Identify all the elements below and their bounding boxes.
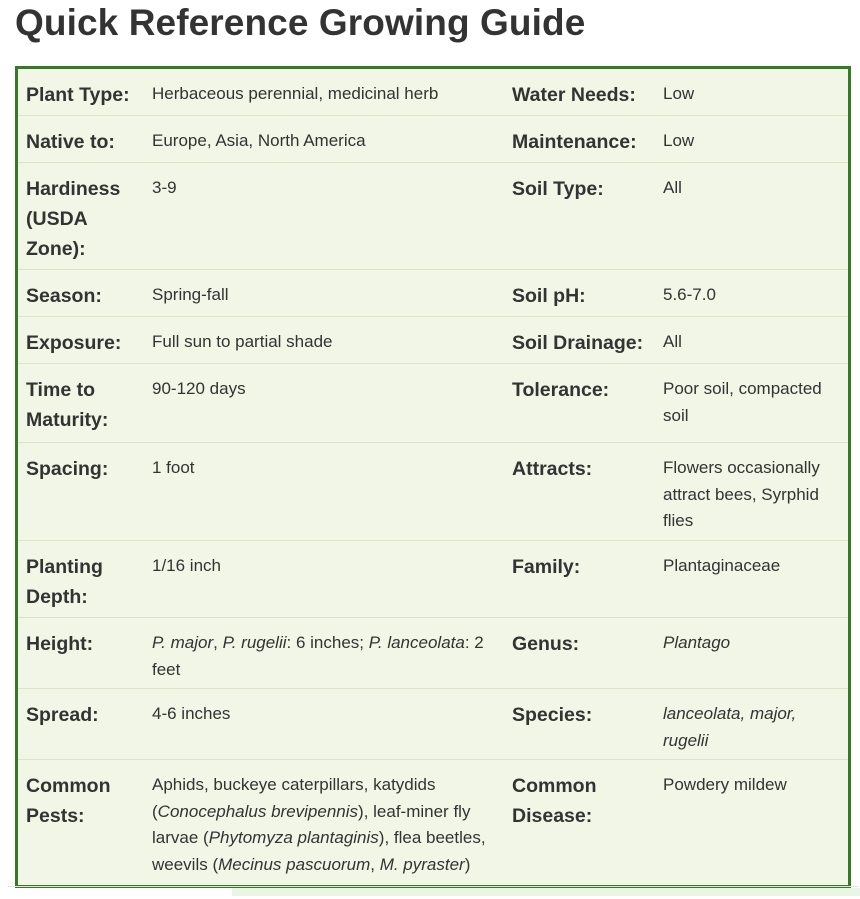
row-label: Attracts: bbox=[512, 458, 593, 480]
row-label: Soil Type: bbox=[512, 178, 604, 200]
genus-value: Plantago bbox=[663, 633, 731, 652]
growing-guide-table bbox=[15, 66, 851, 888]
table-row bbox=[18, 364, 848, 443]
row-value: Plantaginaceae bbox=[663, 556, 781, 575]
row-label: Height: bbox=[26, 633, 94, 655]
row-value: 90-120 days bbox=[152, 379, 246, 398]
row-value: 1 foot bbox=[152, 458, 195, 477]
row-value: All bbox=[663, 178, 682, 197]
table-row bbox=[18, 618, 848, 689]
row-label: Family: bbox=[512, 556, 581, 578]
row-label: Hardiness (USDA Zone): bbox=[26, 178, 121, 260]
row-value: Herbaceous perennial, medicinal herb bbox=[152, 84, 439, 103]
row-value: Spring-fall bbox=[152, 285, 229, 304]
row-label: Plant Type: bbox=[26, 84, 130, 106]
row-value: Powdery mildew bbox=[663, 775, 787, 794]
row-label: Soil pH: bbox=[512, 285, 586, 307]
row-value: Full sun to partial shade bbox=[152, 332, 333, 351]
table-row bbox=[18, 116, 848, 163]
table-row bbox=[18, 69, 848, 116]
row-value: Low bbox=[663, 84, 695, 103]
row-label: Time to Maturity: bbox=[26, 379, 109, 431]
row-label: Spread: bbox=[26, 704, 99, 726]
row-value: 1/16 inch bbox=[152, 556, 221, 575]
row-value: 5.6-7.0 bbox=[663, 285, 716, 304]
row-label: Genus: bbox=[512, 633, 580, 655]
row-value: Poor soil, compacted soil bbox=[663, 379, 822, 425]
row-value: All bbox=[663, 332, 682, 351]
row-label: Native to: bbox=[26, 131, 115, 153]
species-value: lanceolata, major, rugelii bbox=[663, 704, 797, 750]
row-label: Season: bbox=[26, 285, 102, 307]
table-row bbox=[18, 760, 848, 885]
row-label: Common Pests: bbox=[26, 775, 111, 827]
height-value: P. major, P. rugelii: 6 inches; P. lanceolata: 2 feet bbox=[152, 633, 484, 679]
table-row bbox=[18, 163, 848, 270]
footer-divider bbox=[8, 886, 858, 887]
row-label: Exposure: bbox=[26, 332, 122, 354]
row-label: Planting Depth: bbox=[26, 556, 103, 608]
table-row bbox=[18, 270, 848, 317]
row-label: Tolerance: bbox=[512, 379, 610, 401]
footer-strip bbox=[232, 888, 860, 896]
row-value: 4-6 inches bbox=[152, 704, 231, 723]
row-label: Common Disease: bbox=[512, 775, 597, 827]
page-title: Quick Reference Growing Guide bbox=[15, 2, 586, 43]
row-value: 3-9 bbox=[152, 178, 177, 197]
table-row bbox=[18, 443, 848, 541]
row-value: Low bbox=[663, 131, 695, 150]
row-value: Flowers occasionally attract bees, Syrphid flies bbox=[663, 458, 820, 530]
row-label: Soil Drainage: bbox=[512, 332, 644, 354]
row-label: Maintenance: bbox=[512, 131, 637, 153]
pests-value: Aphids, buckeye caterpillars, katydids (Conocephalus brevipennis), leaf-miner fly larvae (Phytomyza plantaginis), flea beetles, weevils (Mecinus pascuorum, M. pyraster) bbox=[152, 775, 486, 874]
table-row bbox=[18, 541, 848, 618]
row-label: Spacing: bbox=[26, 458, 109, 480]
table-row bbox=[18, 317, 848, 364]
table-row bbox=[18, 689, 848, 760]
row-label: Species: bbox=[512, 704, 593, 726]
row-label: Water Needs: bbox=[512, 84, 636, 106]
row-value: Europe, Asia, North America bbox=[152, 131, 366, 150]
